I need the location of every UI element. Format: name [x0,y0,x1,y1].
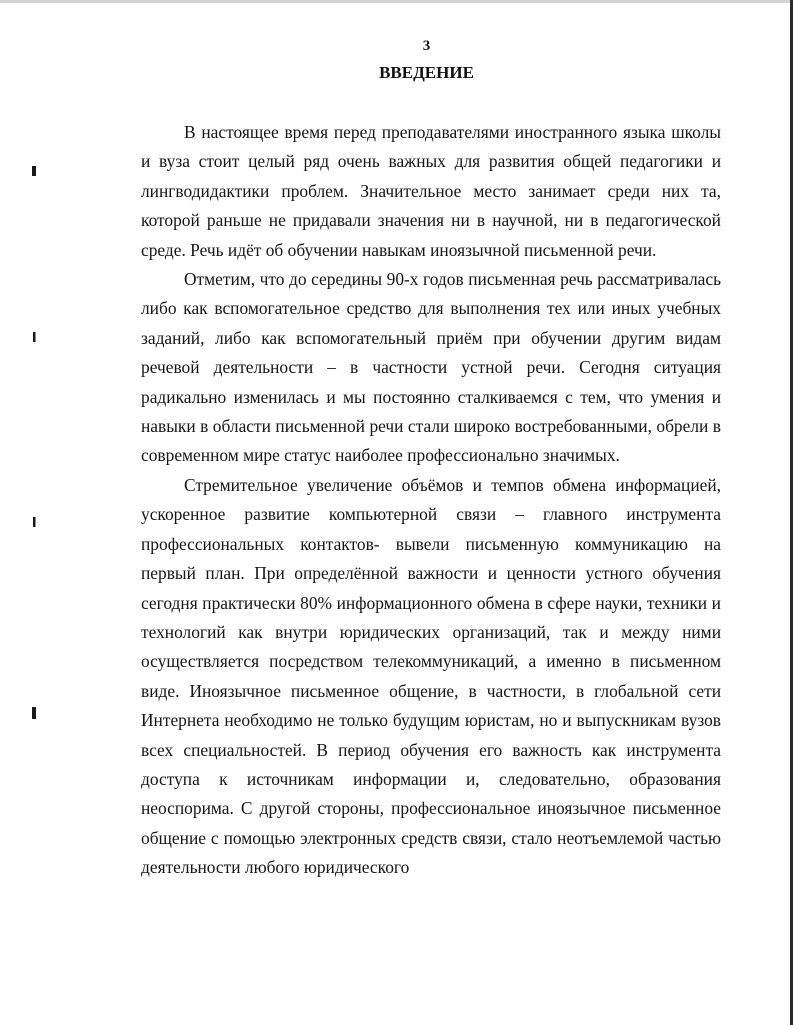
body-text [141,118,721,883]
scan-mark-1 [31,165,37,177]
scan-top-edge [0,0,793,3]
page-heading: ВВЕДЕНИЕ [379,63,474,82]
scan-mark-3 [31,516,37,528]
paragraph-3: Стремительное увеличение объёмов и темпов обмена информацией, ускоренное развитие компьютерной связи – главного инструмента профессиональных контактов- вывели письменную коммуникацию на первый план. При определённой важности и ценности устного обучения сегодня практически 80% информационного обмена в сфере науки, техники и технологий как внутри юридических организаций, так и между ними осуществляется посредством телекоммуникаций, а именно в письменном виде. Иноязычное письменное общение, в частности, в глобальной сети Интернета необходимо не только будущим юристам, но и выпускникам вузов всех специальностей. В период обучения его важность как инструмента доступа к источникам информации и, следовательно, образования неоспорима. С другой стороны, профессиональное иноязычное письменное общение с помощью электронных средств связи, стало неотъемлемой частью деятельности любого юридического [141,474,721,878]
scan-mark-2 [31,331,37,343]
page-number: 3 [422,38,431,54]
paragraph-2: Отметим, что до середины 90-х годов письменная речь рассматривалась либо как вспомогательное средство для выполнения тех или иных учебных заданий, либо как вспомогательный приём при обучении другим видам речевой деятельности – в частности устной речи. Сегодня ситуация радикально изменилась и мы постоянно сталкиваемся с тем, что умения и навыки в области письменной речи стали широко востребованными, обрели в современном мире статус наиболее профессионально значимых. [141,269,721,466]
paragraph-1: В настоящее время перед преподавателями иностранного языка школы и вуза стоит целый ряд очень важных для развития общей педагогики и лингводидактики проблем. Значительное место занимает среди них та, которой раньше не придавали значения ни в научной, ни в педагогической среде. Речь идёт об обучении навыкам иноязычной письменной речи. [141,122,721,260]
scan-mark-4 [31,706,37,720]
